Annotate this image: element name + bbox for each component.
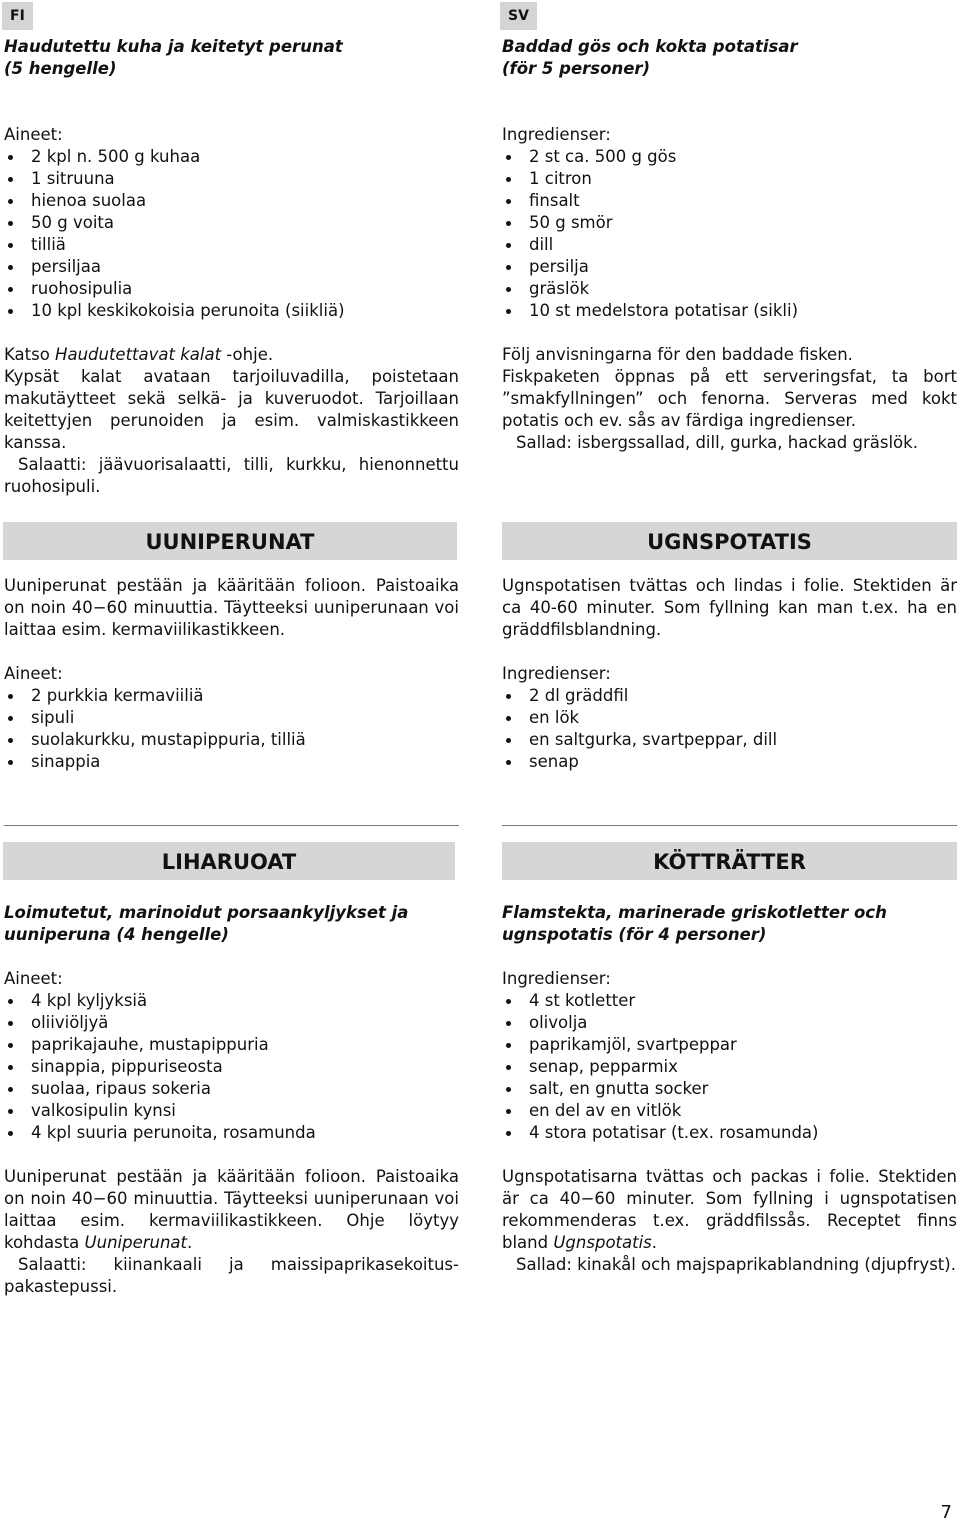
ingredient-item: sinappia, pippuriseosta bbox=[4, 1056, 459, 1078]
ingredient-item: ruohosipulia bbox=[4, 278, 459, 300]
recipe-subtitle: (5 hengelle) bbox=[4, 59, 117, 78]
ingredient-item: finsalt bbox=[502, 190, 957, 212]
ingredient-item: 50 g voita bbox=[4, 212, 459, 234]
ingredient-item: senap, pepparmix bbox=[502, 1056, 957, 1078]
ingredient-item: 4 kpl suuria perunoita, rosamunda bbox=[4, 1122, 459, 1144]
ingredients-label: Aineet: bbox=[4, 969, 63, 988]
ingredient-item: 1 sitruuna bbox=[4, 168, 459, 190]
ingredient-item: 4 kpl kyljyksiä bbox=[4, 990, 459, 1012]
ingredient-item: persilja bbox=[502, 256, 957, 278]
ingredient-item: sipuli bbox=[4, 707, 459, 729]
ingredient-item: valkosipulin kynsi bbox=[4, 1100, 459, 1122]
page-number: 7 bbox=[940, 1502, 952, 1523]
language-badge-sv: SV bbox=[500, 2, 537, 30]
ingredient-item: 4 stora potatisar (t.ex. rosamunda) bbox=[502, 1122, 957, 1144]
section-heading-sv-baked-potatoes: UGNSPOTATIS bbox=[502, 522, 957, 560]
ingredient-item: senap bbox=[502, 751, 957, 773]
ingredient-list bbox=[4, 990, 459, 1144]
ingredient-list bbox=[4, 685, 459, 773]
fi-pork-chop-recipe bbox=[4, 902, 459, 1298]
instruction-paragraph: Följ anvisningarna för den baddade fisken. bbox=[502, 345, 853, 364]
language-badge-fi: FI bbox=[2, 2, 33, 30]
recipe-title: Loimutetut, marinoidut porsaankyljykset ja bbox=[4, 903, 409, 922]
section-divider bbox=[502, 825, 957, 826]
instruction-paragraph: Fiskpaketen öppnas på ett serveringsfat, ta bort ”smakfyllningen” och fenorna. Serveras med kokt potatis och ev. sås av färdiga ingredienser. bbox=[502, 367, 957, 430]
ingredient-item: suolakurkku, mustapippuria, tilliä bbox=[4, 729, 459, 751]
salad-paragraph: Sallad: kinakål och majspaprikablandning (djupfryst). bbox=[516, 1255, 956, 1274]
recipe-title: Haudutettu kuha ja keitetyt perunat bbox=[4, 37, 343, 56]
ingredient-item: persiljaa bbox=[4, 256, 459, 278]
ingredient-item: en saltgurka, svartpeppar, dill bbox=[502, 729, 957, 751]
ingredient-item: hienoa suolaa bbox=[4, 190, 459, 212]
instruction-paragraph: Kypsät kalat avataan tarjoiluvadilla, poistetaan makutäytteet sekä selkä- ja kuveruodot. Tarjoillaan keitettyjen perunoiden ja esim. valmiskastikkeen kanssa. bbox=[4, 367, 459, 452]
section-heading-fi-baked-potatoes: UUNIPERUNAT bbox=[3, 522, 457, 560]
ingredient-list bbox=[4, 146, 459, 322]
ingredient-item: sinappia bbox=[4, 751, 459, 773]
instruction-paragraph: Ugnspotatisen tvättas och lindas i folie. Stektiden är ca 40-60 minuter. Som fyllning kan man t.ex. ha en gräddfilsblandning. bbox=[502, 576, 957, 639]
sv-pork-chop-recipe bbox=[502, 902, 957, 1276]
ingredient-list bbox=[502, 146, 957, 322]
salad-paragraph: Salaatti: kiinankaali ja maissipaprikasekoituspakastepussi. bbox=[4, 1255, 459, 1296]
ingredient-item: 10 kpl keskikokoisia perunoita (siikliä) bbox=[4, 300, 459, 322]
ingredient-item: 2 purkkia kermaviiliä bbox=[4, 685, 459, 707]
recipe-title: Baddad gös och kokta potatisar bbox=[502, 37, 798, 56]
ingredient-list bbox=[502, 990, 957, 1144]
fi-fish-recipe bbox=[4, 36, 459, 498]
ingredient-item: 2 dl gräddfil bbox=[502, 685, 957, 707]
section-heading-sv-meat-dishes: KÖTTRÄTTER bbox=[502, 842, 957, 880]
section-heading-fi-meat-dishes: LIHARUOAT bbox=[3, 842, 455, 880]
ingredient-item: olivolja bbox=[502, 1012, 957, 1034]
ingredient-item: paprikajauhe, mustapippuria bbox=[4, 1034, 459, 1056]
sv-fish-recipe bbox=[502, 36, 957, 454]
ingredient-item: 50 g smör bbox=[502, 212, 957, 234]
ingredient-item: tilliä bbox=[4, 234, 459, 256]
instruction-paragraph: Uuniperunat pestään ja kääritään folioon. Paistoaika on noin 40−60 minuuttia. Täytteeksi uuniperunaan voi laittaa esim. kermaviilikastikkeen. bbox=[4, 576, 459, 639]
instruction-paragraph: Ugnspotatisarna tvättas och packas i folie. Stektiden är ca 40−60 minuter. Som fyllning i ugnspotatisen rekommenderas t.ex. gräddfilssås. Receptet finns bland Ugnspotatis. bbox=[502, 1167, 957, 1252]
fi-baked-potato-recipe bbox=[4, 575, 459, 773]
ingredient-item: 1 citron bbox=[502, 168, 957, 190]
instruction-paragraph: Uuniperunat pestään ja kääritään folioon. Paistoaika on noin 40−60 minuuttia. Täytteeksi uuniperunaan voi laittaa esim. kermaviilikastikkeen. Ohje löytyy kohdasta Uuniperunat. bbox=[4, 1167, 459, 1252]
ingredient-item: en del av en vitlök bbox=[502, 1100, 957, 1122]
ingredient-item: 2 kpl n. 500 g kuhaa bbox=[4, 146, 459, 168]
ingredient-item: 10 st medelstora potatisar (sikli) bbox=[502, 300, 957, 322]
recipe-subtitle: uuniperuna (4 hengelle) bbox=[4, 925, 229, 944]
recipe-subtitle: ugnspotatis (för 4 personer) bbox=[502, 925, 767, 944]
section-divider bbox=[4, 825, 459, 826]
ingredient-item: paprikamjöl, svartpeppar bbox=[502, 1034, 957, 1056]
sv-baked-potato-recipe bbox=[502, 575, 957, 773]
ingredient-item: en lök bbox=[502, 707, 957, 729]
ingredient-item: dill bbox=[502, 234, 957, 256]
ingredients-label: Aineet: bbox=[4, 125, 63, 144]
ingredient-item: salt, en gnutta socker bbox=[502, 1078, 957, 1100]
ingredient-item: suolaa, ripaus sokeria bbox=[4, 1078, 459, 1100]
ingredient-item: 2 st ca. 500 g gös bbox=[502, 146, 957, 168]
ingredients-label: Ingredienser: bbox=[502, 969, 611, 988]
recipe-subtitle: (för 5 personer) bbox=[502, 59, 651, 78]
ingredients-label: Ingredienser: bbox=[502, 664, 611, 683]
ingredient-item: gräslök bbox=[502, 278, 957, 300]
ingredient-item: oliiviöljyä bbox=[4, 1012, 459, 1034]
salad-paragraph: Sallad: isbergssallad, dill, gurka, hackad gräslök. bbox=[516, 433, 918, 452]
salad-paragraph: Salaatti: jäävuorisalaatti, tilli, kurkku, hienonnettu ruohosipuli. bbox=[4, 455, 459, 496]
ingredients-label: Aineet: bbox=[4, 664, 63, 683]
ingredient-item: 4 st kotletter bbox=[502, 990, 957, 1012]
ingredient-list bbox=[502, 685, 957, 773]
instruction-paragraph: Katso Haudutettavat kalat -ohje. bbox=[4, 345, 274, 364]
ingredients-label: Ingredienser: bbox=[502, 125, 611, 144]
recipe-title: Flamstekta, marinerade griskotletter och bbox=[502, 903, 887, 922]
